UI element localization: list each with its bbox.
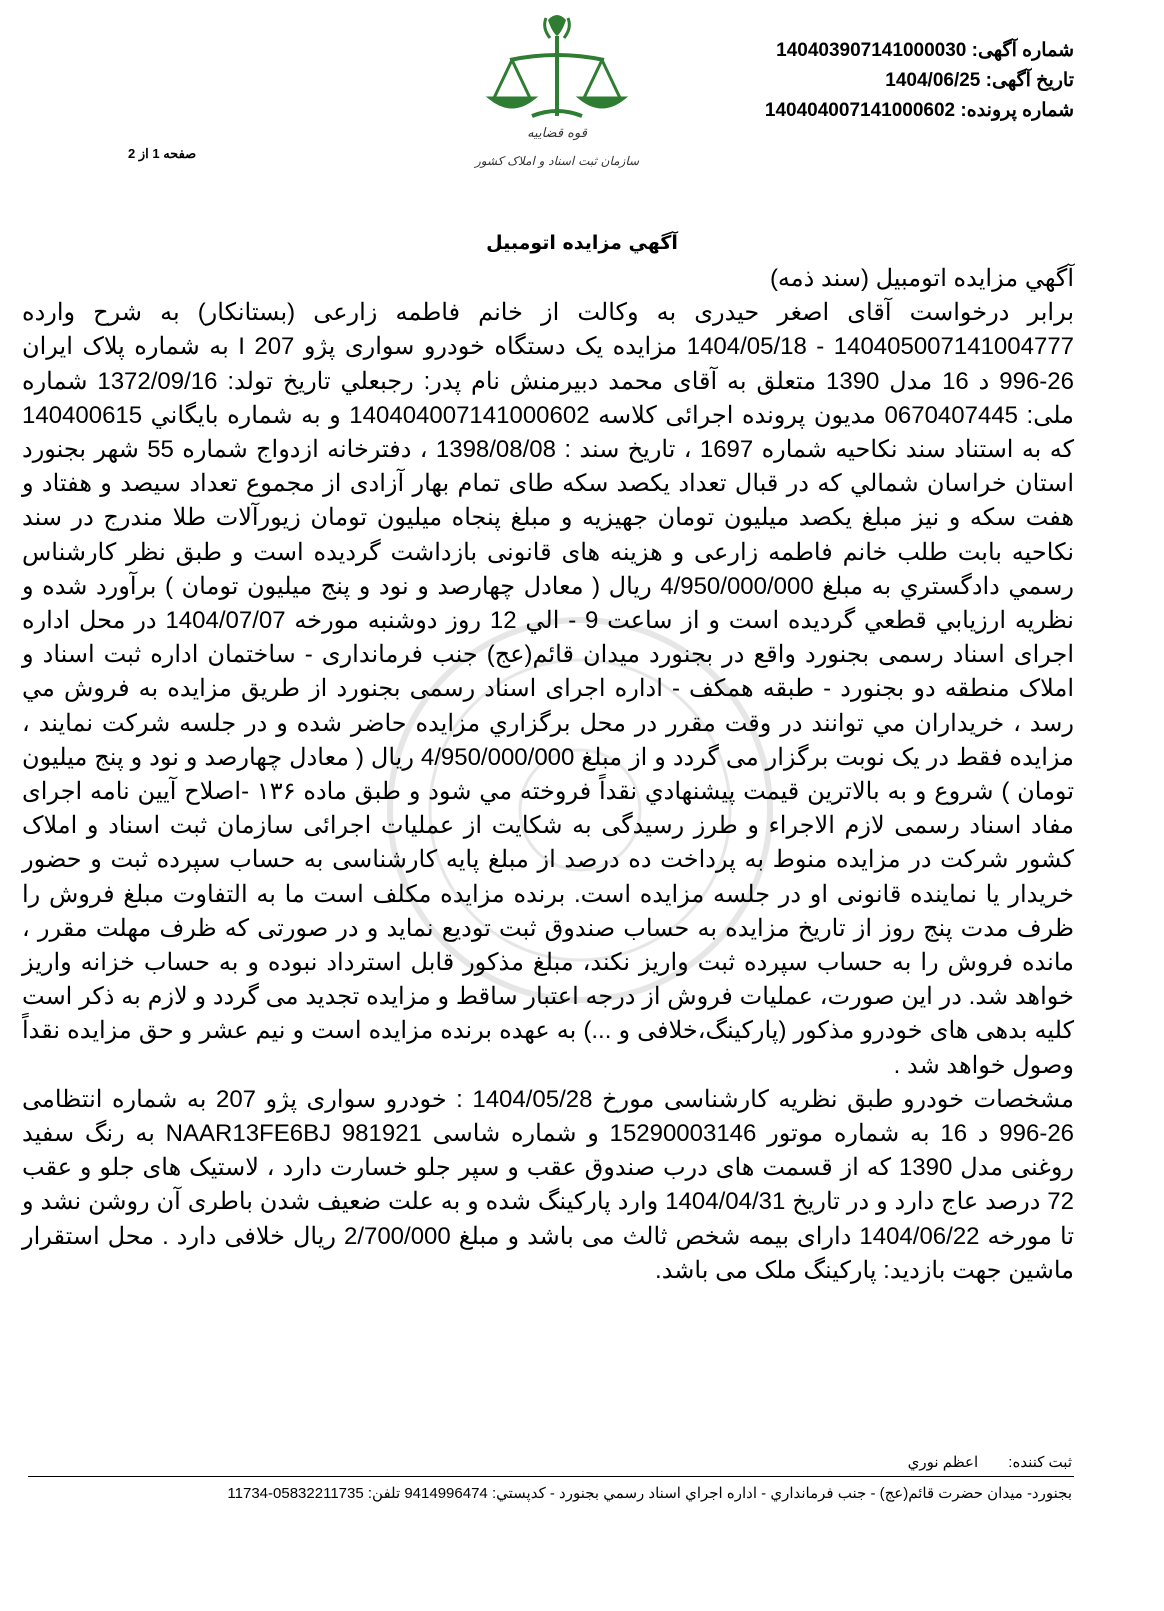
- body-paragraph-vehicle-specs: مشخصات خودرو طبق نظریه کارشناسی مورخ 1404/05/28 : خودرو سواری پژو 207 به شماره انتظامی 26-996 د 16 به شماره موتور 15290003146 و شماره شاسی NAAR13FE6BJ 981921 به رنگ سفید روغنی مدل 1390 که از قسمت های درب صندوق عقب و سپر جلو خسارت دارد ، لاستیک های جلو و عقب 72 درصد عاج دارد و در تاریخ 1404/04/31 وارد پارکینگ شده و به علت ضعیف شدن باطری آن روشن نشد و تا مورخه 1404/06/22 دارای بیمه شخص ثالث می باشد و مبلغ 2/700/000 ریال خلافی دارد . محل استقرار ماشین جهت بازدید: پارکینگ ملک می باشد.: [22, 1085, 1075, 1284]
- notice-date-row: [654, 66, 1074, 96]
- document-body: [22, 262, 1074, 1288]
- file-number: 140404007141000602: [764, 100, 956, 121]
- body-paragraph-main: برابر درخواست آقای اصغر حیدری به وکالت از خانم فاطمه زارعی (بستانکار) به شرح وارده 140405007141004777 - 1404/05/18 مزایده یک دستگاه خودرو سواری پژو 207 I به شماره پلاک ایران 26-996 د 16 مدل 1390 متعلق به آقای محمد دبیرمنش نام پدر: رجبعلي تاريخ تولد: 1372/09/16 شماره ملی: 0670407445 مدیون پرونده اجرائی کلاسه 140404007141000602 و به شماره بايگاني 140400615 که به استناد سند نکاحیه شماره 1697 ، تاریخ سند : 1398/08/08 ، دفترخانه ازدواج شماره 55 شهر بجنورد استان خراسان شمالي که در قبال تعداد یکصد سکه طای تمام بهار آزادی از مجموع تعداد سیصد و هفتاد و هفت سکه و نیز مبلغ یکصد میلیون تومان جهیزیه و مبلغ پنجاه میلیون تومان زیورآلات طلا مندرج در سند نکاحیه بابت طلب خانم فاطمه زارعی و هزینه های قانونی بازداشت گردیده است و طبق نظر کارشناس رسمي دادگستري به مبلغ 4/950/000/000 ریال ( معادل چهارصد و نود و پنج میلیون تومان ) برآورد شده و نظريه ارزيابي قطعي گرديده است و از ساعت 9 - الي 12 روز دوشنبه مورخه 1404/07/07 در محل اداره اجرای اسناد رسمی بجنورد واقع در بجنورد میدان قائم(عج) جنب فرمانداری - ساختمان اداره ثبت اسناد و املاک منطقه دو بجنورد - طبقه همکف - اداره اجرای اسناد رسمی بجنورد از طريق مزايده به فروش مي رسد ، خريداران مي توانند در وقت مقرر در محل برگزاري مزايده حاضر شده و در جلسه شرکت نمايند ، مزایده فقط در یک نوبت برگزار می گردد و از مبلغ 4/950/000/000 ریال ( معادل چهارصد و نود و پنج میلیون تومان ) شروع و به بالاترين قيمت پيشنهادي نقداً فروخته مي شود و طبق ماده ۱۳۶ -اصلاح آیین نامه اجرای مفاد اسناد رسمی لازم الاجراء و طرز رسیدگی به شکایت از عملیات اجرائی سازمان ثبت اسناد و املاک کشور شرکت در مزایده منوط به پرداخت ده درصد از مبلغ پایه کارشناسی به حساب سپرده ثبت و حضور خریدار یا نماینده قانونی او در جلسه مزایده است. برنده مزایده مکلف است ما به التفاوت مبلغ فروش را ظرف مدت پنج روز از تاریخ مزایده به حساب صندوق ثبت تودیع نماید و در صورتی که ظرف مهلت مقرر ، مانده فروش را به حساب سپرده ثبت واریز نکند، مبلغ مذکور قابل استرداد نبوده و به حساب خزانه واریز خواهد شد. در این صورت، عملیات فروش از درجه اعتبار ساقط و مزایده تجدید می گردد و لازم به ذکر است کلیه بدهی های خودرو مذکور (پارکینگ،خلافی و ...) به عهده برنده مزایده است و نیم عشر و حق مزایده نقداً وصول خواهد شد .: [22, 299, 1075, 1079]
- registrar: [908, 1453, 1072, 1471]
- notice-number: 140403907141000030: [776, 40, 967, 61]
- body-subtitle: آگهي مزايده اتومبيل (سند ذمه): [769, 265, 1074, 292]
- footer-divider: [28, 1476, 1074, 1477]
- notice-date-label: تاریخ آگهی:: [985, 70, 1074, 91]
- file-number-label: شماره پرونده:: [960, 100, 1074, 121]
- registrar-label: ثبت كننده:: [1008, 1454, 1072, 1471]
- notice-number-label: شماره آگهی:: [971, 40, 1074, 61]
- notice-meta: [654, 36, 1074, 126]
- page-indicator: صفحه 1 از 2: [128, 146, 197, 161]
- notice-number-row: [654, 36, 1074, 66]
- scales-of-justice-icon: [462, 8, 652, 208]
- notice-date: 1404/06/25: [885, 70, 981, 91]
- document-title: آگهي مزايده اتومبيل: [486, 232, 678, 254]
- logo-caption-organization: سازمان ثبت اسناد و املاک کشور: [474, 154, 640, 168]
- footer-address: بجنورد- ميدان حضرت قائم(عج) - جنب فرمانداري - اداره اجراي اسناد رسمي بجنورد - كدپستي: 9414996474 تلفن: 05832211735-11734: [227, 1485, 1072, 1502]
- judiciary-emblem-logo: [462, 8, 652, 208]
- registrar-name: اعظم نوري: [907, 1454, 979, 1471]
- file-number-row: [654, 96, 1074, 126]
- logo-caption-judiciary: قوه قضاییه: [527, 126, 587, 141]
